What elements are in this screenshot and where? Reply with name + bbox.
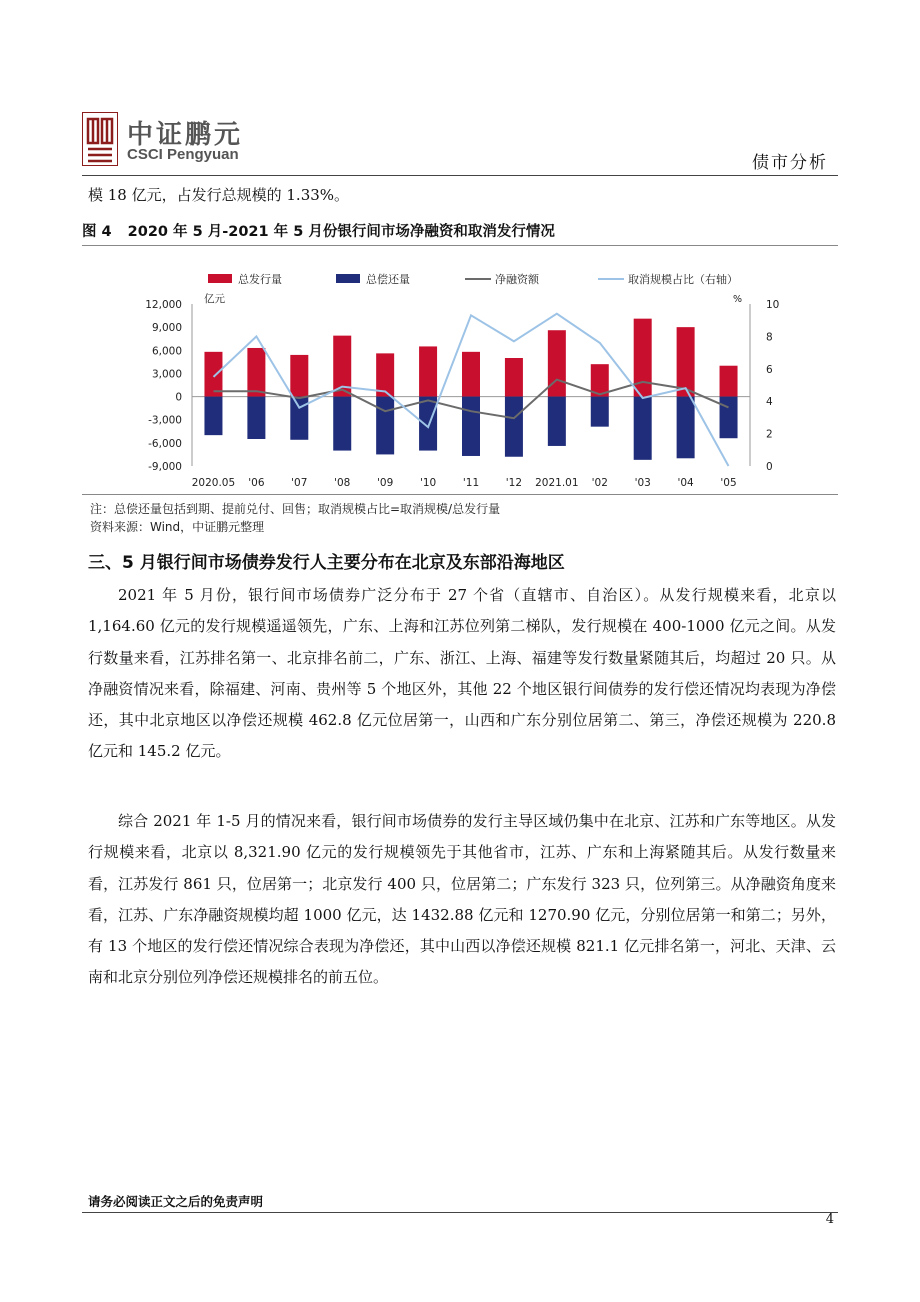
figure-label: 图 4 — [82, 224, 112, 240]
legend-swatch — [208, 274, 232, 283]
repayment-bar — [505, 397, 523, 457]
issuance-bar — [247, 348, 265, 397]
issuance-bar — [462, 352, 480, 397]
repayment-bar — [290, 397, 308, 440]
x-tick-label: '03 — [634, 477, 651, 489]
y-tick-label: 9,000 — [151, 322, 182, 335]
x-tick-label: '06 — [248, 477, 265, 489]
disclaimer: 请务必阅读正文之后的免责声明 — [88, 1194, 264, 1209]
figure-top-rule — [82, 245, 838, 246]
y-tick-label: 3,000 — [151, 368, 182, 381]
y-axis-unit: 亿元 — [204, 293, 225, 305]
issuance-bar — [419, 346, 437, 396]
repayment-bar — [677, 397, 695, 459]
x-tick-label: '05 — [720, 477, 737, 489]
y-tick-label: -3,000 — [148, 414, 182, 427]
legend-label: 取消规模占比（右轴） — [628, 273, 738, 286]
y2-tick-label: 6 — [766, 363, 773, 376]
brand-name-en: CSCI Pengyuan — [127, 146, 239, 163]
issuance-bar — [548, 330, 566, 396]
y2-axis-unit: % — [732, 294, 742, 305]
company-logo-icon — [82, 112, 118, 166]
page-number: 4 — [825, 1212, 834, 1227]
figure-title — [82, 220, 838, 241]
issuance-bar — [505, 358, 523, 397]
header-divider — [82, 175, 838, 176]
legend-label: 总偿还量 — [366, 273, 410, 286]
x-tick-label: '04 — [677, 477, 694, 489]
y2-tick-label: 4 — [766, 396, 773, 409]
issuance-bar — [677, 327, 695, 396]
x-tick-label: '10 — [419, 477, 437, 489]
y2-tick-label: 2 — [766, 428, 773, 441]
y2-tick-label: 10 — [766, 299, 780, 311]
x-tick-label: '07 — [291, 477, 308, 489]
y2-tick-label: 0 — [766, 461, 773, 473]
figure-source: 资料来源：Wind，中证鹏元整理 — [90, 520, 265, 534]
y-tick-label: 6,000 — [151, 345, 182, 358]
repayment-bar — [333, 397, 351, 451]
legend-label: 净融资额 — [495, 273, 539, 286]
issuance-bar — [720, 366, 738, 397]
x-tick-label: '12 — [505, 477, 523, 489]
y-tick-label: 0 — [175, 391, 182, 404]
issuance-bar — [634, 319, 652, 397]
y-tick-label: -9,000 — [148, 461, 182, 473]
y-tick-label: 12,000 — [145, 299, 182, 311]
repayment-bar — [419, 397, 437, 451]
issuance-bar — [204, 352, 222, 397]
repayment-bar — [247, 397, 265, 439]
repayment-bar — [376, 397, 394, 455]
figure-title-text: 2020 年 5 月-2021 年 5 月份银行间市场净融资和取消发行情况 — [127, 224, 555, 240]
paragraph-may: 2021 年 5 月份，银行间市场债券广泛分布于 27 个省（直辖市、自治区）。从发行规模来看，北京以 1,164.60 亿元的发行规模遥遥领先，广东、上海和江苏位列第二梯队，发行规模在 400-1000 亿元之间。从发行数量来看，江苏排名第一、北京排名前二，广东、浙江、上海、福建等发行数量紧随其后，均超过 20 只。从净融资情况来看，除福建、河南、贵州等 5 个地区外，其他 22 个地区银行间债券的发行偿还情况均表现为净偿还，其中北京地区以净偿还规模 462.8 亿元位居第一，山西和广东分别位居第二、第三，净偿还规模为 220.8 亿元和 145.2 亿元。 — [88, 586, 836, 761]
y-tick-label: -6,000 — [148, 437, 182, 450]
y2-tick-label: 8 — [766, 331, 773, 344]
legend-label: 总发行量 — [238, 273, 282, 286]
x-tick-label: 2020.05 — [191, 477, 236, 489]
repayment-bar — [634, 397, 652, 460]
repayment-bar — [204, 397, 222, 436]
repayment-bar — [720, 397, 738, 439]
report-category: 债市分析 — [752, 153, 828, 173]
x-tick-label: '09 — [377, 477, 394, 489]
footer-divider — [82, 1212, 838, 1213]
repayment-bar — [548, 397, 566, 446]
x-tick-label: 2021.01 — [535, 477, 579, 489]
figure-bottom-rule — [82, 494, 838, 495]
repayment-bar — [462, 397, 480, 456]
lead-text: 模 18 亿元，占发行总规模的 1.33%。 — [88, 186, 350, 204]
net-financing-chart — [82, 258, 838, 494]
repayment-bar — [591, 397, 609, 427]
section-heading: 三、5 月银行间市场债券发行人主要分布在北京及东部沿海地区 — [88, 553, 565, 573]
x-tick-label: '08 — [334, 477, 351, 489]
issuance-bar — [290, 355, 308, 397]
brand-name-cn: 中证鹏元 — [127, 120, 244, 150]
x-tick-label: '02 — [591, 477, 608, 489]
x-tick-label: '11 — [462, 477, 480, 489]
figure-note: 注：总偿还量包括到期、提前兑付、回售；取消规模占比=取消规模/总发行量 — [90, 502, 501, 516]
paragraph-jan-may: 综合 2021 年 1-5 月的情况来看，银行间市场债券的发行主导区域仍集中在北京、江苏和广东等地区。从发行规模来看，北京以 8,321.90 亿元的发行规模领先于其他省市，江苏、广东和上海紧随其后。从发行数量来看，江苏发行 861 只，位居第一；北京发行 400 只，位居第二；广东发行 323 只，位列第三。从净融资角度来看，江苏、广东净融资规模均超 1000 亿元，达 1432.88 亿元和 1270.90 亿元，分别位居第一和第二；另外，有 13 个地区的发行偿还情况综合表现为净偿还，其中山西以净偿还规模 821.1 亿元排名第一，河北、天津、云南和北京分别位列净偿还规模排名的前五位。 — [88, 812, 836, 987]
legend-swatch — [336, 274, 360, 283]
